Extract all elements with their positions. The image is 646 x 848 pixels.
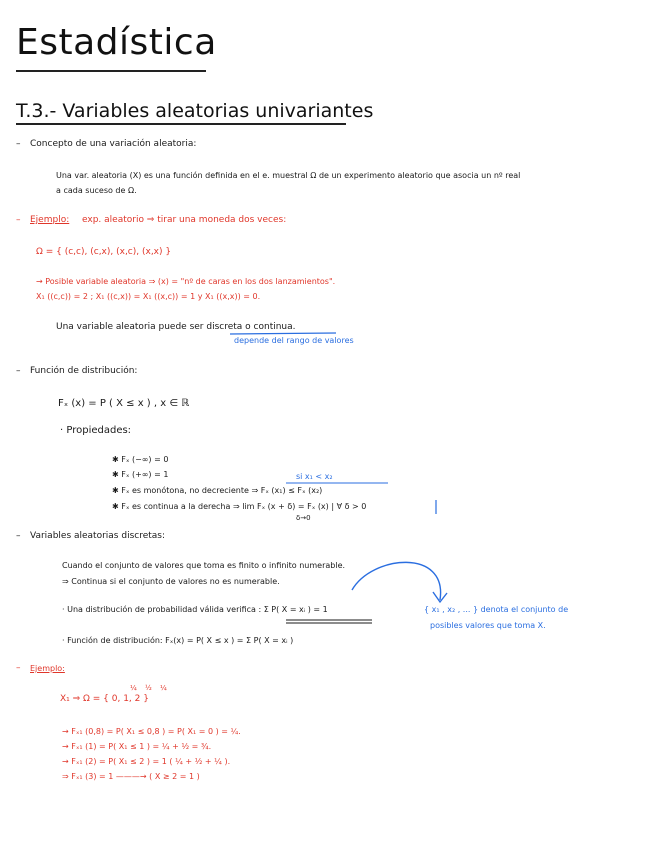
ejemplo-1-text: exp. aleatorio ⇒ tirar una moneda dos veces: [82,215,287,225]
limit-subscript: δ→0 [296,514,311,522]
variable-values: X₁ ((c,c)) = 2 ; X₁ ((c,x)) = X₁ ((x,c)) = 1 y X₁ ((x,x)) = 0. [36,292,261,301]
curved-arrow [352,562,441,600]
property-3: ✱ Fₓ es monótona, no decreciente ⇒ Fₓ (x₁) ≤ Fₓ (x₂) [112,486,323,495]
bullet-ejemplo-1: – [16,215,21,225]
heading-concepto: Concepto de una variación aleatoria: [30,139,197,149]
values-note-1: { x₁ , x₂ , ... } denota el conjunto de [424,605,569,614]
ejemplo-2-label: Ejemplo: [30,664,65,673]
bullet-concepto: – [16,139,21,149]
example-mapping: X₁ ⇒ Ω = { 0, 1, 2 } [60,694,149,704]
valid-distribution: · Una distribución de probabilidad válida verifica : Σ P( X = xᵢ ) = 1 [62,605,328,614]
example-line-2: → Fₓ₁ (1) = P( X₁ ≤ 1 ) = ¼ + ½ = ¾. [62,742,212,751]
page-title: Estadística [16,22,217,63]
properties-label: · Propiedades: [60,425,132,436]
property-4: ✱ Fₓ es continua a la derecha ⇒ lim Fₓ (x + δ) = Fₓ (x) | ∀ δ > 0 [112,502,367,511]
definition-line-2: a cada suceso de Ω. [56,186,137,195]
example-line-1: → Fₓ₁ (0,8) = P( X₁ ≤ 0,8 ) = P( X₁ = 0 ) = ¼. [62,727,241,736]
type-note: depende del rango de valores [234,336,354,345]
definition-line-1: Una var. aleatoria (X) es una función definida en el e. muestral Ω de un experimento aleatorio que asocia un nº real [56,171,521,180]
type-line: Una variable aleatoria puede ser discreta o continua. [56,322,296,332]
heading-discretas: Variables aleatorias discretas: [30,531,166,541]
discretas-line-2: ⇒ Continua si el conjunto de valores no es numerable. [62,577,280,586]
possible-variable: → Posible variable aleatoria ⇒ (x) = "nº de caras en los dos lanzamientos". [36,277,336,286]
cdf-discrete: · Función de distribución: Fₓ(x) = P( X ≤ x ) = Σ P( X = xᵢ ) [62,636,294,645]
heading-funcion: Función de distribución: [30,366,138,376]
bullet-ejemplo-2: – [16,663,21,673]
example-line-4: ⇒ Fₓ₁ (3) = 1 ———→ ( X ≥ 2 = 1 ) [62,772,200,781]
chapter-subtitle: T.3.- Variables aleatorias univariantes [16,100,374,122]
sample-space: Ω = { (c,c), (c,x), (x,c), (x,x) } [36,247,172,257]
probabilities: ¼ ½ ¼ [130,684,170,692]
discretas-line-1: Cuando el conjunto de valores que toma es finito o infinito numerable. [62,561,346,570]
ejemplo-1-label: Ejemplo: [30,215,70,225]
cdf-formula: Fₓ (x) = P ( X ≤ x ) , x ∈ ℝ [58,398,190,409]
discreta-continua-underline [230,333,336,334]
bullet-funcion: – [16,366,21,376]
example-line-3: → Fₓ₁ (2) = P( X₁ ≤ 2 ) = 1 ( ¼ + ½ + ¼ ). [62,757,231,766]
values-note-2: posibles valores que toma X. [430,621,546,630]
bullet-discretas: – [16,531,21,541]
property-2: ✱ Fₓ (+∞) = 1 [112,470,169,479]
property-condition-note: si x₁ < x₂ [296,472,333,481]
property-1: ✱ Fₓ (−∞) = 0 [112,455,169,464]
